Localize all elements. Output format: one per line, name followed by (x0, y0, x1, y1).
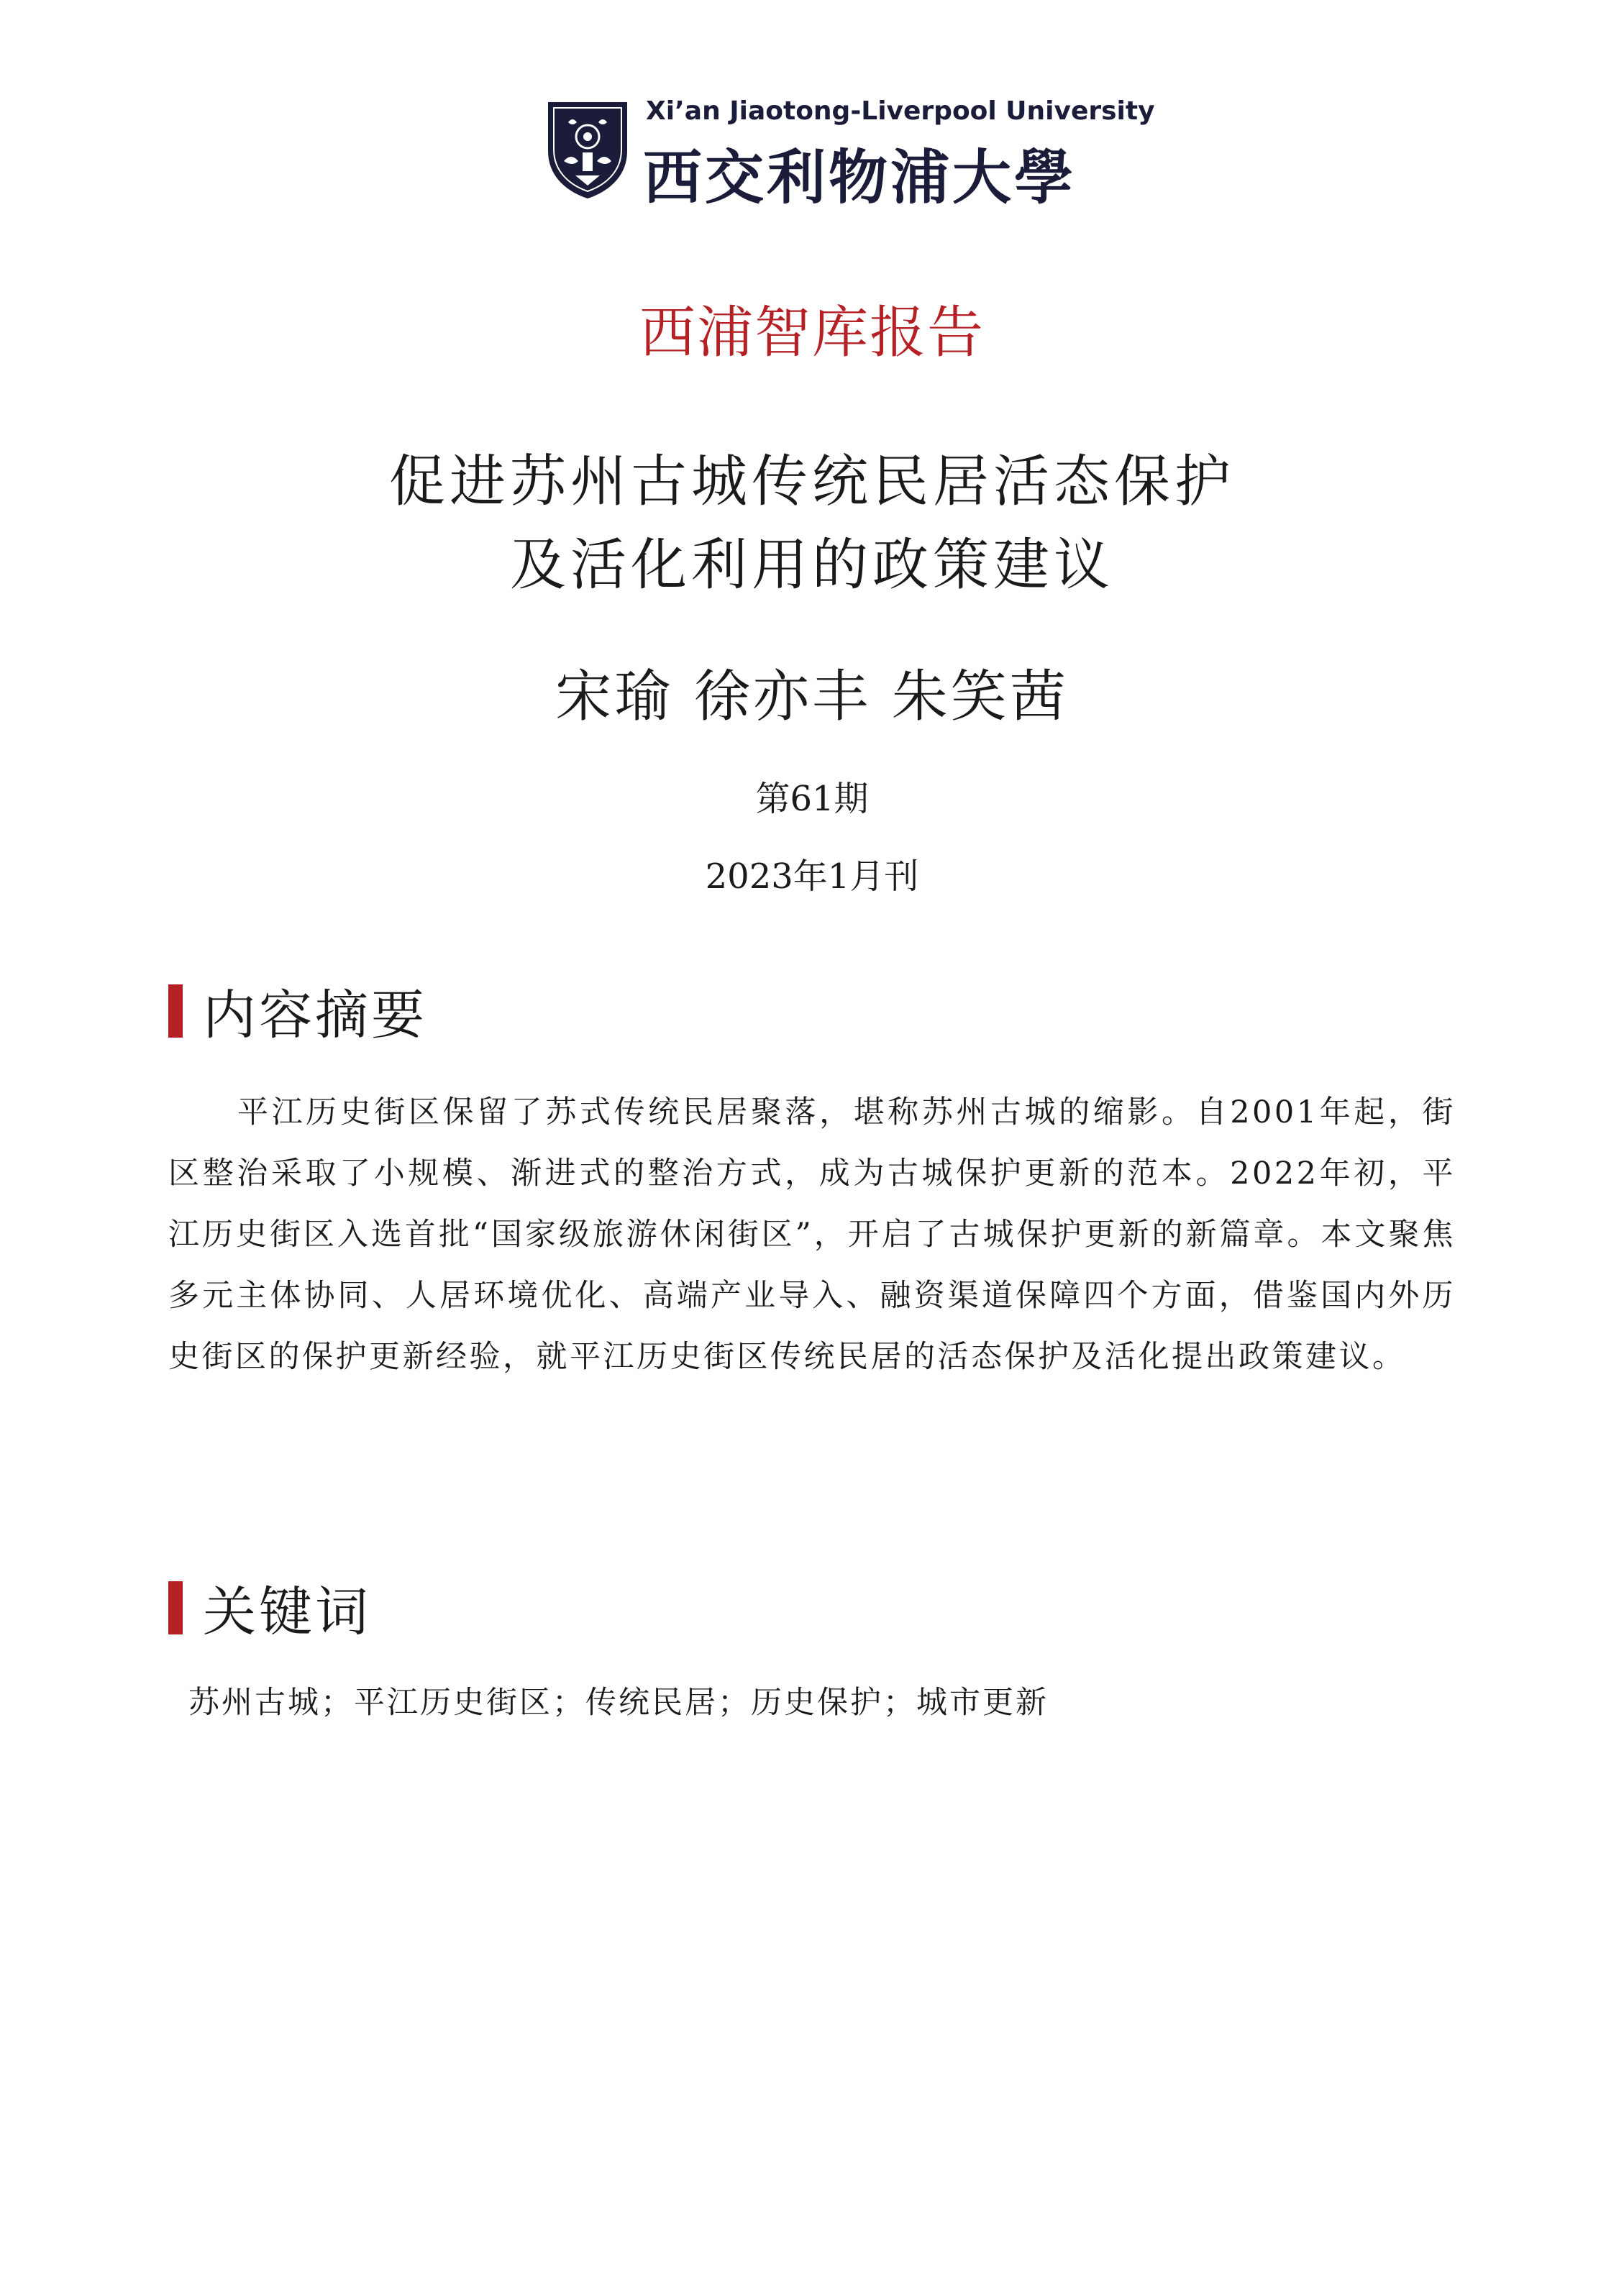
series-title: 西浦智库报告 (639, 301, 985, 365)
heading-accent-bar (168, 1581, 183, 1634)
university-crest-icon (547, 101, 629, 200)
issue-number: 第61期 (755, 779, 869, 819)
abstract-heading-text: 内容摘要 (203, 984, 427, 1046)
heading-accent-bar (168, 984, 183, 1038)
report-title-line-1: 促进苏州古城传统民居活态保护 (388, 449, 1235, 514)
keywords-heading-text: 关键词 (203, 1581, 371, 1643)
keywords-list: 苏州古城；平江历史街区；传统民居；历史保护；城市更新 (188, 1685, 1049, 1721)
report-title (0, 440, 1624, 607)
publication-date: 2023年1月刊 (705, 856, 919, 897)
abstract-body: 平江历史街区保留了苏式传统民居聚落，堪称苏州古城的缩影。自2001年起，街区整治采取了小规模、渐进式的整治方式，成为古城保护更新的范本。2022年初，平江历史街区入选首批“国家级旅游休闲街区”，开启了古城保护更新的新篇章。本文聚焦多元主体协同、人居环境优化、高端产业导入、融资渠道保障四个方面，借鉴国内外历史街区的保护更新经验，就平江历史街区传统民居的活态保护及活化提出政策建议。 (168, 1094, 1456, 1375)
report-title-line-2: 及活化利用的政策建议 (509, 533, 1114, 598)
abstract-heading (168, 982, 427, 1046)
university-logo (547, 96, 1155, 212)
university-name-cn: 西交利物浦大學 (643, 143, 1077, 212)
university-name-en: Xi’an Jiaotong-Liverpool University (646, 96, 1155, 126)
keywords-heading (168, 1579, 371, 1643)
authors: 宋瑜 徐亦丰 朱笑茜 (555, 664, 1069, 729)
